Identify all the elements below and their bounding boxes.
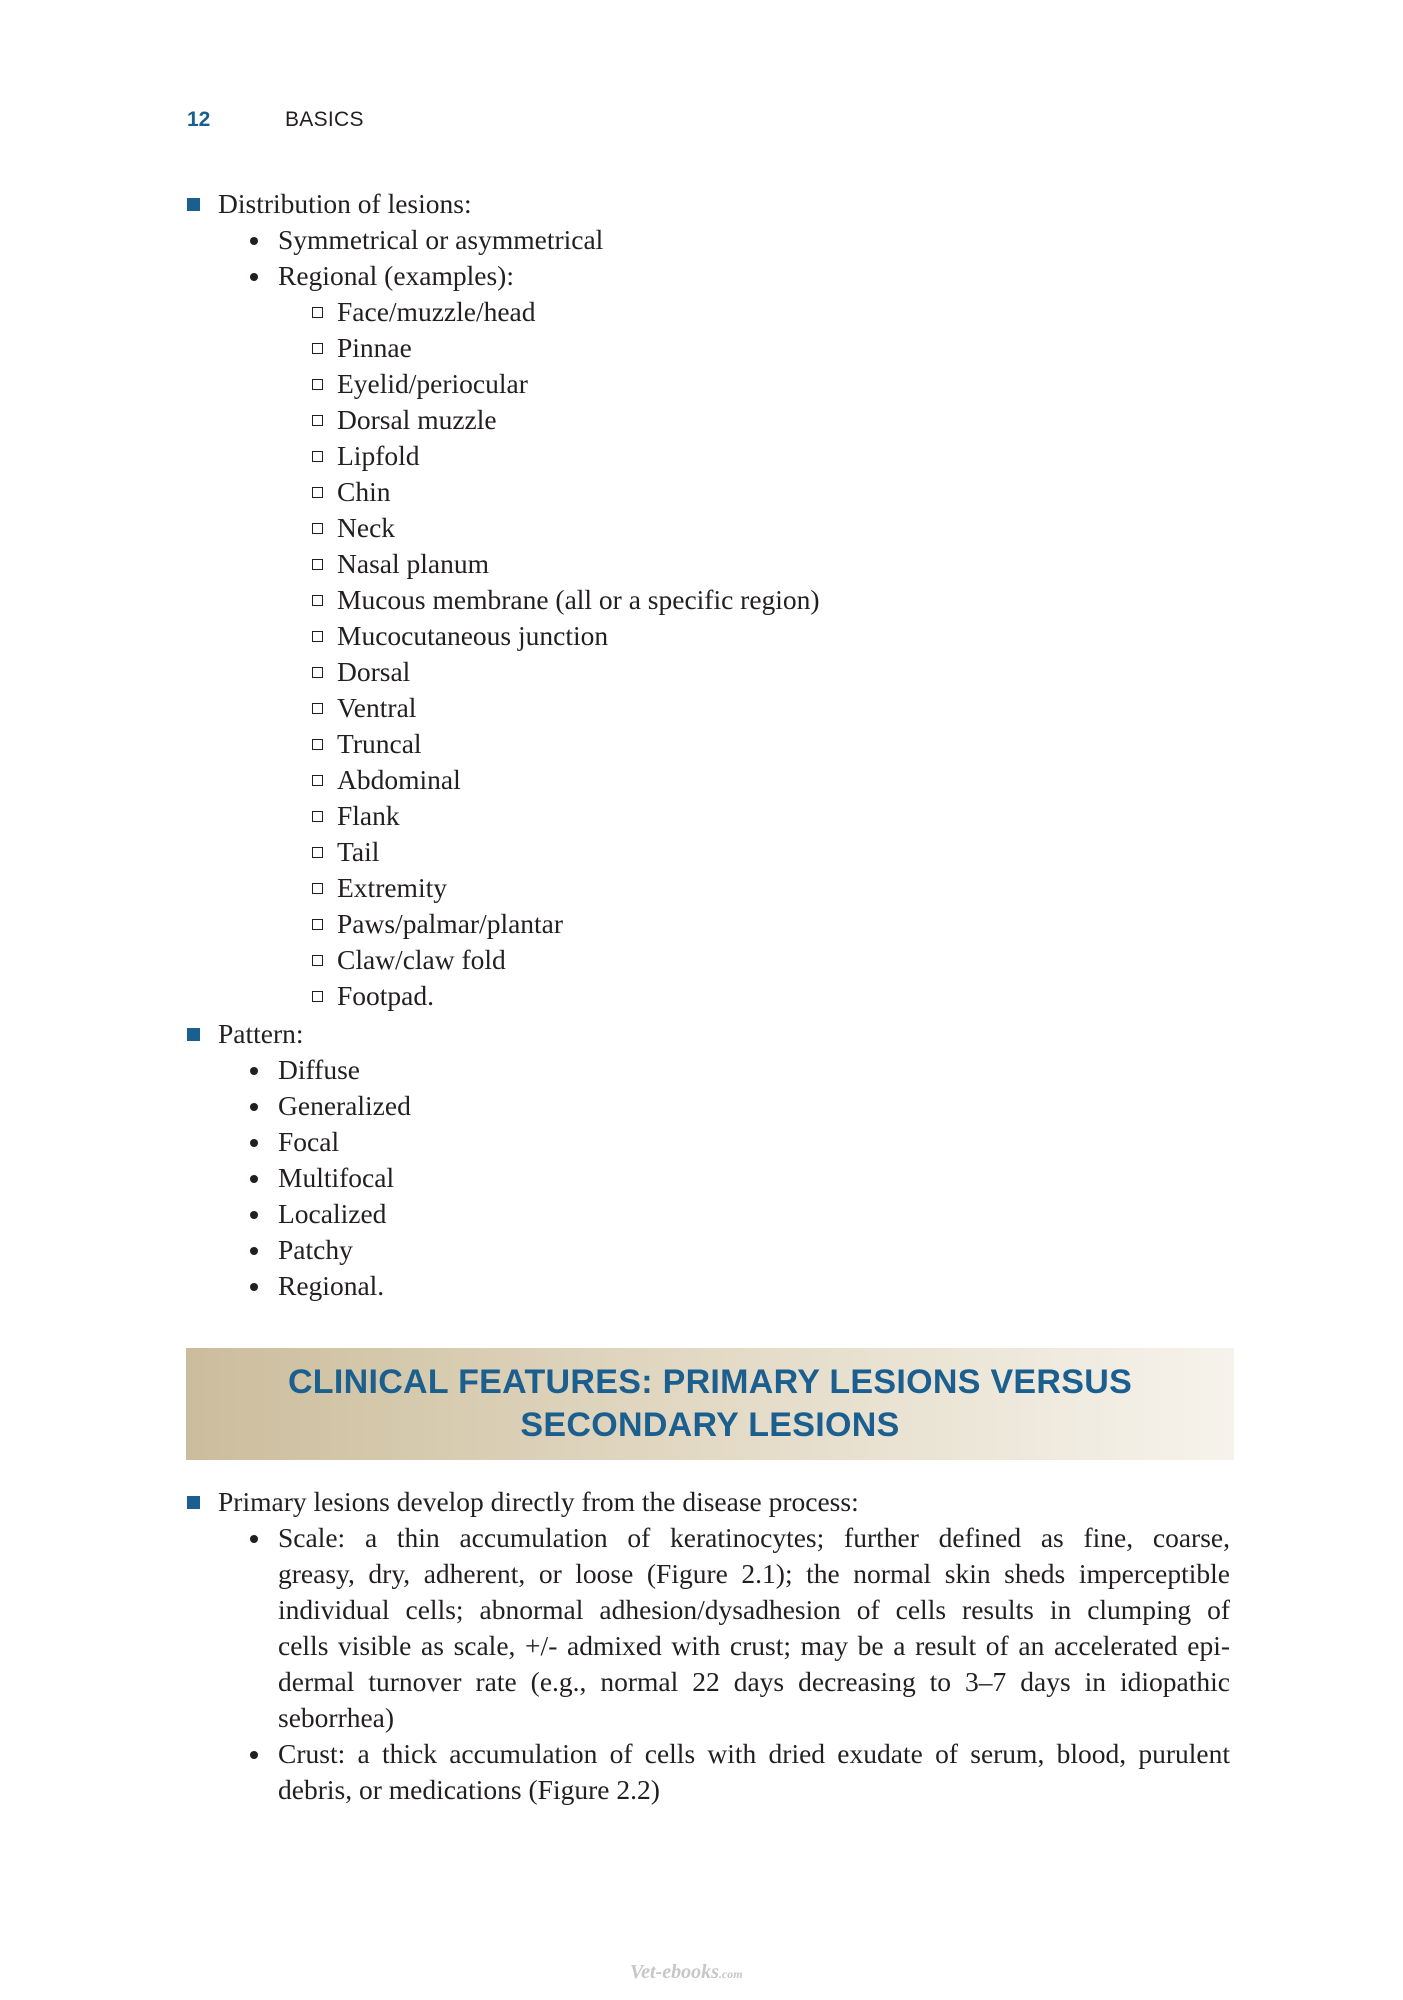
regional-label: Regional (examples): <box>278 260 514 291</box>
dot-bullet-icon <box>250 1175 258 1183</box>
checkbox-square-icon <box>312 307 323 318</box>
checkbox-square-icon <box>312 919 323 930</box>
region-item: Extremity <box>337 872 447 903</box>
pattern-label: Pattern: <box>218 1018 304 1049</box>
checkbox-square-icon <box>312 847 323 858</box>
dot-bullet-icon <box>250 273 258 281</box>
dot-bullet-icon <box>250 1139 258 1147</box>
region-item: Mucocutaneous junction <box>337 620 609 651</box>
region-item: Nasal planum <box>337 548 489 579</box>
heading-line-2: SECONDARY LESIONS <box>520 1406 900 1444</box>
checkbox-square-icon <box>312 523 323 534</box>
scale-line: individual cells; abnormal adhesion/dysadhesion of cells results in clumping of <box>278 1594 1230 1625</box>
region-item: Flank <box>337 800 400 831</box>
dot-bullet-icon <box>250 1247 258 1255</box>
square-bullet-icon <box>187 198 200 211</box>
region-item: Footpad. <box>337 980 435 1011</box>
heading-line-1: CLINICAL FEATURES: PRIMARY LESIONS VERSUS <box>287 1363 1133 1401</box>
section-name: BASICS <box>285 108 364 131</box>
dot-bullet-icon <box>250 1067 258 1075</box>
checkbox-square-icon <box>312 487 323 498</box>
scale-line: cells visible as scale, +/- admixed with crust; may be a result of an accelerated epi- <box>278 1630 1230 1661</box>
region-item: Eyelid/periocular <box>337 368 528 399</box>
running-head <box>187 104 364 136</box>
checkbox-square-icon <box>312 343 323 354</box>
watermark-text: Vet-ebooks <box>630 1961 719 1983</box>
checkbox-square-icon <box>312 451 323 462</box>
scale-line: greasy, dry, adherent, or loose (Figure 2.1); the normal skin sheds imperceptible <box>278 1558 1230 1589</box>
region-item: Dorsal <box>337 656 411 687</box>
page-number: 12 <box>187 108 211 131</box>
region-item: Mucous membrane (all or a specific region) <box>337 584 820 615</box>
region-item: Tail <box>337 836 380 867</box>
pattern-item: Regional. <box>278 1270 385 1301</box>
region-item: Neck <box>337 512 396 543</box>
checkbox-square-icon <box>312 667 323 678</box>
square-bullet-icon <box>187 1028 200 1041</box>
checkbox-square-icon <box>312 739 323 750</box>
pattern-item: Patchy <box>278 1234 353 1265</box>
checkbox-square-icon <box>312 379 323 390</box>
pattern-item: Generalized <box>278 1090 411 1121</box>
dot-bullet-icon <box>250 237 258 245</box>
region-item: Paws/palmar/plantar <box>337 908 564 939</box>
distribution-label: Distribution of lesions: <box>218 188 472 219</box>
dot-bullet-icon <box>250 1103 258 1111</box>
scale-line: dermal turnover rate (e.g., normal 22 days decreasing to 3–7 days in idiopathic <box>278 1666 1230 1697</box>
pattern-item: Localized <box>278 1198 387 1229</box>
symmetry-item: Symmetrical or asymmetrical <box>278 224 604 255</box>
region-item: Claw/claw fold <box>337 944 506 975</box>
watermark-suffix: .com <box>718 1967 743 1981</box>
crust-line: debris, or medications (Figure 2.2) <box>278 1774 660 1805</box>
checkbox-square-icon <box>312 811 323 822</box>
scale-paragraph <box>278 1520 1230 1736</box>
watermark-logo <box>630 1961 743 1984</box>
dot-bullet-icon <box>250 1535 258 1543</box>
region-item: Abdominal <box>337 764 461 795</box>
square-bullet-icon <box>187 1496 200 1509</box>
scale-line: Scale: a thin accumulation of keratinocytes; further defined as fine, coarse, <box>278 1522 1230 1553</box>
checkbox-square-icon <box>312 775 323 786</box>
region-item: Lipfold <box>337 440 420 471</box>
checkbox-square-icon <box>312 559 323 570</box>
dot-bullet-icon <box>250 1751 258 1759</box>
checkbox-square-icon <box>312 631 323 642</box>
checkbox-square-icon <box>312 703 323 714</box>
checkbox-square-icon <box>312 883 323 894</box>
crust-paragraph <box>278 1736 1230 1808</box>
pattern-item: Diffuse <box>278 1054 360 1085</box>
dot-bullet-icon <box>250 1283 258 1291</box>
scale-line: seborrhea) <box>278 1702 395 1733</box>
region-item: Truncal <box>337 728 422 759</box>
pattern-item: Multifocal <box>278 1162 395 1193</box>
crust-line: Crust: a thick accumulation of cells with dried exudate of serum, blood, purulent <box>278 1738 1230 1769</box>
region-item: Chin <box>337 476 391 507</box>
dot-bullet-icon <box>250 1211 258 1219</box>
region-item: Ventral <box>337 692 417 723</box>
primary-lesions-label: Primary lesions develop directly from the disease process: <box>218 1486 859 1517</box>
region-item: Dorsal muzzle <box>337 404 497 435</box>
region-item: Face/muzzle/head <box>337 296 536 327</box>
pattern-item: Focal <box>278 1126 340 1157</box>
checkbox-square-icon <box>312 955 323 966</box>
checkbox-square-icon <box>312 991 323 1002</box>
section-heading <box>186 1348 1234 1460</box>
checkbox-square-icon <box>312 415 323 426</box>
checkbox-square-icon <box>312 595 323 606</box>
region-item: Pinnae <box>337 332 412 363</box>
